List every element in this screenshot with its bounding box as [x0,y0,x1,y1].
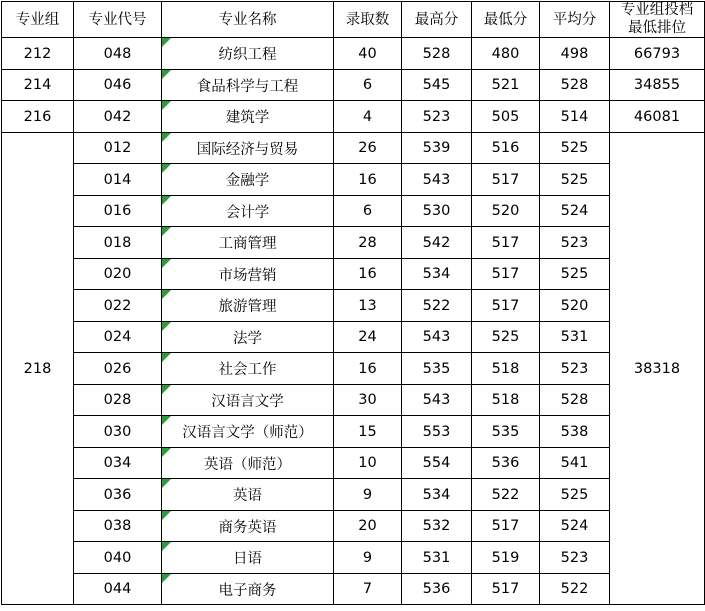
cell-lowest-score: 522 [472,479,540,511]
cell-lowest-score: 518 [472,384,540,416]
cell-lowest-score: 516 [472,132,540,164]
green-corner-icon [162,290,171,299]
cell-highest-score: 531 [402,542,472,574]
header-average-score: 平均分 [540,2,610,38]
cell-major-code: 036 [74,479,162,511]
cell-lowest-score: 517 [472,290,540,322]
cell-highest-score: 539 [402,132,472,164]
cell-major-code: 022 [74,290,162,322]
major-name-text: 建筑学 [225,110,270,127]
cell-major-name [162,321,334,353]
green-corner-icon [162,322,171,331]
table-row [2,227,705,259]
major-name-text: 工商管理 [218,236,277,253]
cell-admitted-count: 28 [334,227,402,259]
cell-highest-score: 543 [402,164,472,196]
table-row [2,479,705,511]
cell-major-code: 012 [74,132,162,164]
major-name-text: 日语 [233,551,262,568]
cell-lowest-score: 525 [472,321,540,353]
cell-highest-score: 536 [402,573,472,605]
cell-lowest-score: 517 [472,227,540,259]
cell-average-score: 525 [540,479,610,511]
cell-average-score: 531 [540,321,610,353]
cell-average-score: 528 [540,384,610,416]
cell-major-name [162,132,334,164]
cell-admitted-count: 9 [334,479,402,511]
major-name-text: 旅游管理 [218,299,277,316]
cell-major-code: 026 [74,353,162,385]
cell-lowest-score: 520 [472,195,540,227]
cell-average-score: 514 [540,101,610,133]
cell-major-code: 024 [74,321,162,353]
cell-highest-score: 534 [402,258,472,290]
major-name-text: 市场营销 [218,267,277,284]
cell-major-code: 038 [74,510,162,542]
cell-highest-score: 543 [402,321,472,353]
cell-major-code: 016 [74,195,162,227]
major-name-text: 商务英语 [218,519,277,536]
cell-average-score: 525 [540,164,610,196]
cell-highest-score: 554 [402,447,472,479]
major-name-text: 法学 [233,330,262,347]
green-corner-icon [162,542,171,551]
green-corner-icon [162,133,171,142]
cell-highest-score: 535 [402,353,472,385]
cell-admitted-count: 15 [334,416,402,448]
table-row [2,132,705,164]
table-row [2,164,705,196]
cell-lowest-score: 517 [472,573,540,605]
cell-lowest-score: 518 [472,353,540,385]
cell-lowest-score: 517 [472,164,540,196]
cell-lowest-score: 521 [472,69,540,101]
green-corner-icon [162,259,171,268]
cell-major-code: 030 [74,416,162,448]
table-row [2,38,705,70]
cell-average-score: 528 [540,69,610,101]
cell-admitted-count: 13 [334,290,402,322]
green-corner-icon [162,416,171,425]
cell-major-group: 212 [2,38,74,70]
cell-highest-score: 542 [402,227,472,259]
green-corner-icon [162,479,171,488]
cell-major-code: 028 [74,384,162,416]
table-row [2,195,705,227]
cell-lowest-score: 517 [472,258,540,290]
cell-major-name [162,69,334,101]
cell-admitted-count: 16 [334,258,402,290]
cell-admitted-count: 26 [334,132,402,164]
cell-lowest-score: 505 [472,101,540,133]
header-major-name: 专业名称 [162,2,334,38]
major-name-text: 电子商务 [218,582,277,599]
cell-major-name [162,258,334,290]
major-name-text: 国际经济与贸易 [196,141,299,158]
cell-average-score: 520 [540,290,610,322]
table-row [2,447,705,479]
cell-group-lowest-rank-218: 38318 [610,132,705,605]
header-row [2,2,705,38]
cell-admitted-count: 30 [334,384,402,416]
cell-major-name [162,384,334,416]
major-name-text: 纺织工程 [218,47,277,64]
cell-average-score: 523 [540,353,610,385]
admission-score-table [1,1,705,605]
cell-average-score: 522 [540,573,610,605]
cell-admitted-count: 40 [334,38,402,70]
cell-average-score: 524 [540,510,610,542]
cell-major-name [162,227,334,259]
cell-major-code: 040 [74,542,162,574]
cell-lowest-score: 536 [472,447,540,479]
cell-average-score: 541 [540,447,610,479]
cell-admitted-count: 9 [334,542,402,574]
table-row [2,290,705,322]
table-row [2,384,705,416]
cell-admitted-count: 6 [334,69,402,101]
table-row [2,69,705,101]
header-major-group: 专业组 [2,2,74,38]
cell-highest-score: 523 [402,101,472,133]
cell-admitted-count: 10 [334,447,402,479]
green-corner-icon [162,164,171,173]
cell-major-name [162,479,334,511]
header-group-lowest-rank-line1: 专业组投档 [620,2,694,18]
green-corner-icon [162,385,171,394]
green-corner-icon [162,353,171,362]
cell-highest-score: 545 [402,69,472,101]
cell-major-name [162,195,334,227]
table-row [2,542,705,574]
cell-major-code: 046 [74,69,162,101]
cell-group-lowest-rank: 34855 [610,69,705,101]
cell-major-code: 044 [74,573,162,605]
cell-admitted-count: 16 [334,353,402,385]
green-corner-icon [162,511,171,520]
cell-major-name [162,164,334,196]
cell-highest-score: 522 [402,290,472,322]
header-major-code: 专业代号 [74,2,162,38]
cell-major-group-218: 218 [2,132,74,605]
cell-major-name [162,38,334,70]
major-name-text: 会计学 [225,204,270,221]
header-group-lowest-rank-line2: 最低排位 [628,19,686,36]
table-row [2,353,705,385]
major-name-text: 英语 [233,488,262,505]
cell-major-group: 216 [2,101,74,133]
major-name-text: 英语（师范） [204,456,291,473]
cell-average-score: 523 [540,227,610,259]
cell-highest-score: 530 [402,195,472,227]
cell-average-score: 538 [540,416,610,448]
cell-average-score: 524 [540,195,610,227]
cell-highest-score: 532 [402,510,472,542]
cell-major-name [162,510,334,542]
major-name-text: 金融学 [225,173,270,190]
green-corner-icon [162,448,171,457]
green-corner-icon [162,196,171,205]
table-row [2,321,705,353]
cell-major-code: 042 [74,101,162,133]
table-row [2,573,705,605]
cell-major-name [162,290,334,322]
cell-highest-score: 553 [402,416,472,448]
cell-group-lowest-rank: 66793 [610,38,705,70]
table-header [2,2,705,38]
cell-admitted-count: 4 [334,101,402,133]
cell-average-score: 525 [540,132,610,164]
cell-highest-score: 543 [402,384,472,416]
cell-major-code: 014 [74,164,162,196]
major-name-text: 食品科学与工程 [196,78,299,95]
major-name-text: 社会工作 [218,362,277,379]
green-corner-icon [162,574,171,583]
major-name-text: 汉语言文学 [211,393,284,410]
cell-major-name [162,353,334,385]
cell-major-name [162,573,334,605]
table-row [2,101,705,133]
cell-major-name [162,447,334,479]
green-corner-icon [162,70,171,79]
cell-major-code: 020 [74,258,162,290]
cell-average-score: 525 [540,258,610,290]
green-corner-icon [162,227,171,236]
header-highest-score: 最高分 [402,2,472,38]
cell-average-score: 523 [540,542,610,574]
cell-highest-score: 534 [402,479,472,511]
green-corner-icon [162,101,171,110]
cell-lowest-score: 480 [472,38,540,70]
cell-major-group: 214 [2,69,74,101]
cell-major-code: 048 [74,38,162,70]
cell-admitted-count: 6 [334,195,402,227]
cell-major-code: 018 [74,227,162,259]
cell-group-lowest-rank: 46081 [610,101,705,133]
table-body [2,38,705,605]
cell-admitted-count: 24 [334,321,402,353]
cell-lowest-score: 517 [472,510,540,542]
cell-lowest-score: 535 [472,416,540,448]
cell-average-score: 498 [540,38,610,70]
cell-admitted-count: 7 [334,573,402,605]
cell-highest-score: 528 [402,38,472,70]
cell-major-name [162,101,334,133]
cell-lowest-score: 519 [472,542,540,574]
header-group-lowest-rank [610,2,705,38]
green-corner-icon [162,38,171,47]
cell-admitted-count: 16 [334,164,402,196]
table-row [2,416,705,448]
cell-major-name [162,542,334,574]
cell-admitted-count: 20 [334,510,402,542]
table-row [2,258,705,290]
header-admitted-count: 录取数 [334,2,402,38]
cell-major-code: 034 [74,447,162,479]
major-name-text: 汉语言文学（师范） [182,425,313,442]
header-lowest-score: 最低分 [472,2,540,38]
table-row [2,510,705,542]
cell-major-name [162,416,334,448]
